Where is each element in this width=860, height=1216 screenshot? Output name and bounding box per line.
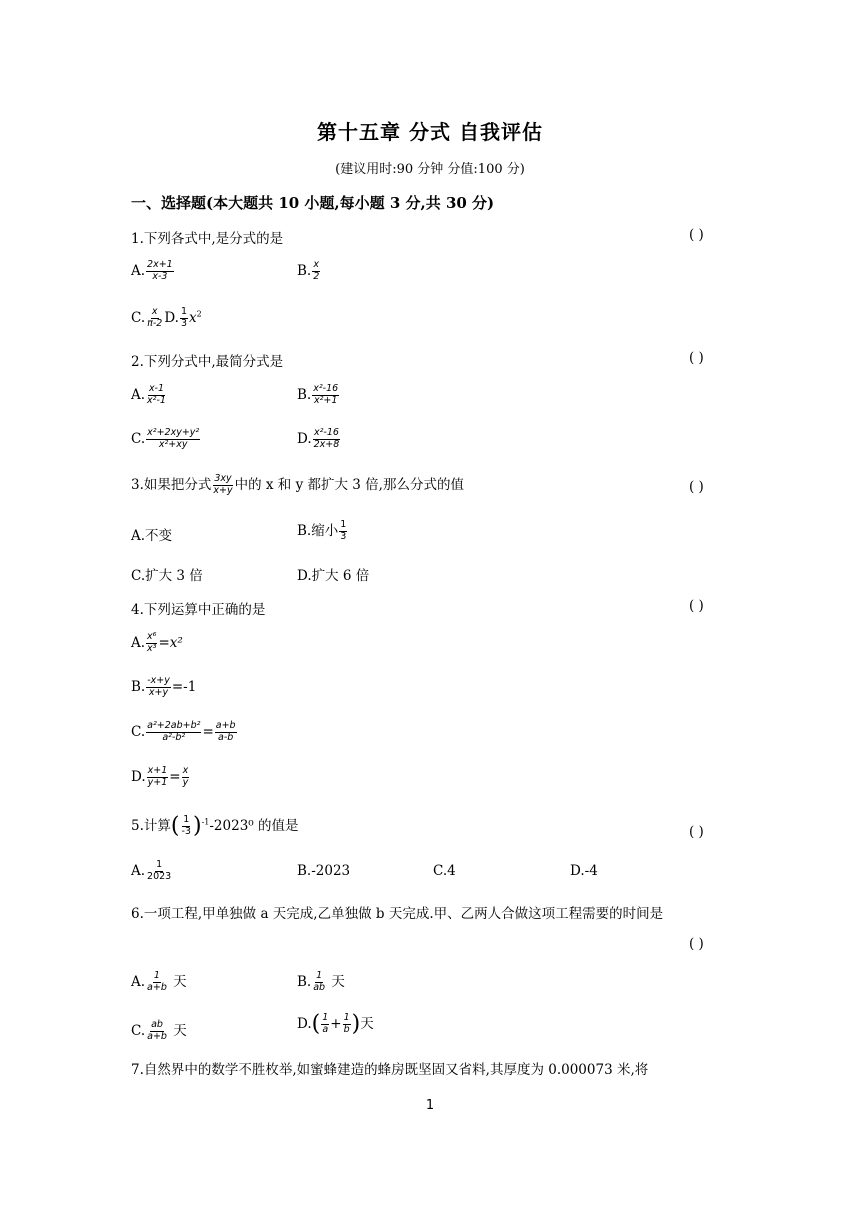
q5-option-c: C.4 (433, 863, 456, 879)
q4-option-a: A. $\frac{\text{x⁶}}{\text{x³}}$ =x² (131, 631, 183, 654)
q1-stem: 1.下列各式中,是分式的是 (131, 231, 284, 247)
q4-stem: 4.下列运算中正确的是 (131, 602, 266, 618)
q6-option-d: D.( $\frac{1}{a}$ + $\frac{1}{b}$ )天 (297, 1011, 374, 1037)
q3-option-c: C.扩大 3 倍 (131, 568, 203, 584)
q3-option-d: D.扩大 6 倍 (297, 568, 370, 584)
q4-option-c: C. $\frac{\text{a²+2ab+b²}}{\text{a²-b²}}$ = $\frac{a+b}{a-b}$ (131, 720, 236, 743)
q1-answer-paren: ( ) (689, 227, 704, 243)
q3-option-a: A.不变 (131, 528, 173, 544)
q2-option-d: D. $\frac{\text{x²-16}}{2x+8}$ (297, 427, 340, 450)
q2-option-c: C. $\frac{\text{x²+2xy+y²}}{\text{x²+xy}}$ (131, 427, 200, 450)
page-title: 第十五章 分式 自我评估 (317, 120, 543, 144)
q2-option-b: B. $\frac{\text{x²-16}}{\text{x²+1}}$ (297, 383, 339, 406)
q1-option-b: B. $\frac{x}{2}$ (297, 259, 320, 282)
q2-stem: 2.下列分式中,最简分式是 (131, 354, 284, 370)
q4-option-d: D. $\frac{x+1}{y+1}$ = $\frac{x}{y}$ (131, 765, 189, 788)
q5-stem: 5.计算( $\frac{1}{-3}$ )$^{-1}$-2023⁰ 的值是 (131, 813, 299, 839)
q6-stem: 6.一项工程,甲单独做 a 天完成,乙单独做 b 天完成.甲、乙两人合做这项工程需要的时间是 (131, 906, 664, 922)
q3-option-b: B.缩小 $\frac{1}{3}$ (297, 519, 347, 542)
q1-option-a: A. $\frac{2x+1}{x-3}$ (131, 259, 173, 282)
q5-answer-paren: ( ) (689, 824, 704, 840)
q7-stem: 7.自然界中的数学不胜枚举,如蜜蜂建造的蜂房既坚固又省料,其厚度为 0.000073 米,将 (131, 1062, 649, 1078)
page-number: 1 (425, 1098, 435, 1113)
q6-option-a: A. $\frac{1}{a+b}$ 天 (131, 970, 187, 993)
q6-option-c: C. $\frac{ab}{a+b}$ 天 (131, 1019, 187, 1042)
q4-answer-paren: ( ) (689, 598, 704, 614)
q1-option-c-d: C. $\frac{x}{\pi-2}$ D. $\frac{1}{3}$ $x^2$ (131, 306, 202, 329)
q5-option-b: B.-2023 (297, 863, 351, 879)
page-subtitle: (建议用时:90 分钟 分值:100 分) (335, 162, 525, 177)
section-heading: 一、选择题(本大题共 10 小题,每小题 3 分,共 30 分) (131, 194, 495, 212)
q6-option-b: B. $\frac{1}{ab}$ 天 (297, 970, 345, 993)
q3-stem: 3.如果把分式 $\frac{3xy}{x+y}$ 中的 x 和 y 都扩大 3 倍,那么分式的值 (131, 473, 464, 496)
q4-option-b: B. $\frac{-x+y}{x+y}$ =-1 (131, 675, 197, 698)
q6-answer-paren: ( ) (689, 936, 704, 952)
q5-option-d: D.-4 (570, 863, 598, 879)
q3-answer-paren: ( ) (689, 479, 704, 495)
q2-option-a: A. $\frac{x-1}{\text{x²-1}}$ (131, 383, 166, 406)
q5-option-a: A. $\frac{1}{2023}$ (131, 859, 172, 882)
q2-answer-paren: ( ) (689, 350, 704, 366)
